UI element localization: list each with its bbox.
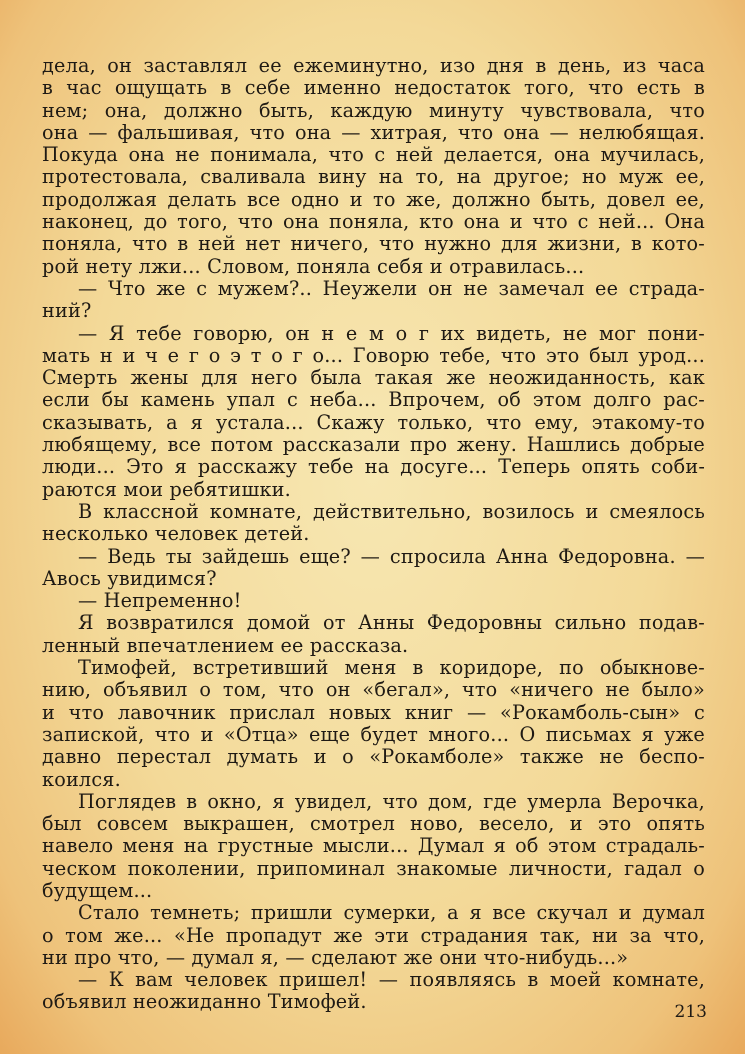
text-line: дела, он заставлял ее ежеминутно, изо дня в день, из часа (42, 54, 705, 77)
text-line: Я возвратился домой от Анны Федоровны сильно подав- (78, 611, 705, 635)
text-line: ческом поколении, припоминал знакомые личности, гадал о (42, 856, 705, 880)
text-line: был совсем выкрашен, смотрел ново, весело, и это опять (42, 812, 705, 836)
text-line: нию, объявил о том, что он «бегал», что «ничего не было» (42, 678, 705, 702)
text-line: — К вам человек пришел! — появляясь в моей комнате, (78, 968, 705, 992)
text-line: наконец, до того, что она поняла, кто она и что с ней... Она (42, 210, 705, 234)
text-line: давно перестал думать и о «Рокамболе» также не беспо- (42, 745, 705, 769)
text-line: — Непременно! (78, 589, 242, 613)
text-line: любящему, все потом рассказали про жену. Нашлись добрые (42, 433, 705, 457)
text-line: ленный впечатлением ее рассказа. (42, 633, 409, 657)
text-line: Поглядев в окно, я увидел, что дом, где умерла Верочка, (78, 789, 705, 813)
text-line: ни про что, — думал я, — сделают же они что-нибудь...» (42, 945, 629, 969)
text-line: мать н и ч е г о э т о г о... Говорю тебе, что это был урод... (42, 343, 705, 367)
text-line: навело меня на грустные мысли... Думал я об этом страдаль- (42, 834, 705, 858)
text-line: — Я тебе говорю, он н е м о г их видеть, не мог пони- (78, 321, 705, 345)
text-line: коился. (42, 767, 121, 791)
text-line: поняла, что в ней нет ничего, что нужно для жизни, в кото- (42, 232, 705, 256)
text-line: сказывать, а я устала... Скажу только, что ему, этакому-то (42, 410, 705, 434)
text-line: люди... Это я расскажу тебе на досуге... Теперь опять соби- (42, 455, 705, 479)
text-line: в час ощущать в себе именно недостаток того, что есть в (42, 76, 705, 100)
text-line: объявил неожиданно Тимофей. (42, 990, 367, 1014)
text-line: протестовала, сваливала вину на то, на другое; но муж ее, (42, 165, 705, 189)
text-line: несколько человек детей. (42, 522, 310, 546)
page-number: 213 (674, 1002, 707, 1022)
text-line: ний? (42, 299, 92, 323)
text-line: и что лавочник прислал новых книг — «Рокамболь-сын» с (42, 700, 705, 724)
text-line: раются мои ребятишки. (42, 477, 291, 501)
text-line: нем; она, должно быть, каждую минуту чувствовала, что (42, 98, 705, 122)
text-line: рой нету лжи... Словом, поняла себя и отравилась... (42, 254, 585, 278)
text-line: продолжая делать все одно и то же, должно быть, довел ее, (42, 187, 705, 211)
text-line: — Что же с мужем?.. Неужели он не замечал ее страда- (78, 276, 705, 300)
text-line: — Ведь ты зайдешь еще? — спросила Анна Федоровна. — (78, 544, 705, 568)
text-line: будущем... (42, 878, 153, 902)
text-line: Авось увидимся? (42, 566, 217, 590)
text-line: Тимофей, встретивший меня в коридоре, по обыкнове- (78, 656, 705, 680)
text-line: Стало темнеть; пришли сумерки, а я все скучал и думал (78, 901, 705, 925)
text-line: Смерть жены для него была такая же неожиданность, как (42, 366, 705, 390)
text-line: о том же... «Не пропадут же эти страдания так, ни за что, (42, 923, 705, 947)
text-line: В классной комнате, действительно, возилось и смеялось (78, 499, 705, 523)
text-line: если бы камень упал с неба... Впрочем, об этом долго рас- (42, 388, 705, 412)
page-text (42, 55, 705, 1014)
text-line: она — фальшивая, что она — хитрая, что она — нелюбящая. (42, 120, 705, 144)
text-line: запиской, что и «Отца» еще будет много... О письмах я уже (42, 722, 705, 746)
text-line: Покуда она не понимала, что с ней делается, она мучилась, (42, 143, 705, 167)
